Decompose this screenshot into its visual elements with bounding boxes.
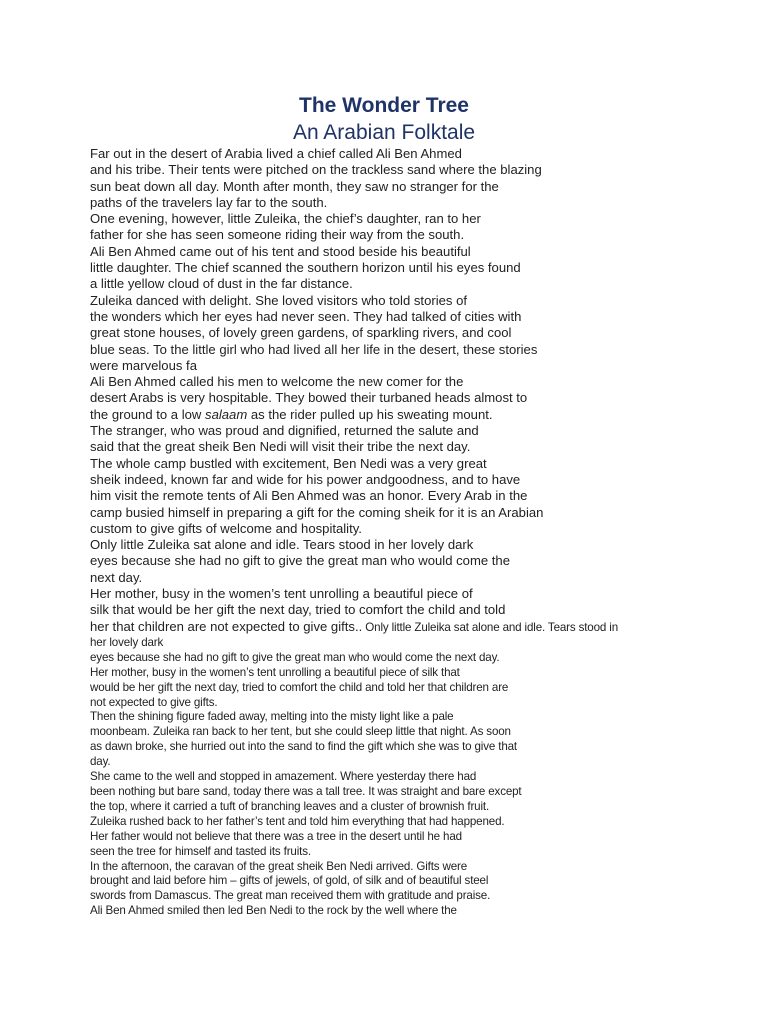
text-line: Far out in the desert of Arabia lived a chief called Ali Ben Ahmed	[90, 146, 462, 161]
text-line: The stranger, who was proud and dignified, returned the salute and	[90, 423, 479, 439]
text-line: next day.	[90, 569, 143, 585]
text-line: Ali Ben Ahmed smiled then led Ben Nedi to the rock by the well where the	[90, 904, 457, 918]
text-line: Zuleika danced with delight. She loved visitors who told stories of	[90, 292, 468, 308]
text-line: day.	[90, 755, 111, 769]
text-line: a little yellow cloud of dust in the far distance.	[90, 276, 353, 292]
text-line: Zuleika rushed back to her father’s tent and told him everything that had happened.	[90, 814, 505, 828]
text-line: silk that would be her gift the next day, tried to comfort the child and told	[90, 602, 506, 618]
text-fragment: the ground to a low	[90, 406, 206, 422]
text-line: said that the great sheik Ben Nedi will visit their tribe the next day.	[90, 439, 471, 455]
document-subtitle: An Arabian Folktale	[292, 121, 476, 144]
text-line: brought and laid before him – gifts of jewels, of gold, of silk and of beautiful steel	[90, 874, 489, 888]
text-line: blue seas. To the little girl who had lived all her life in the desert, these stories	[90, 341, 538, 357]
text-line: eyes because she had no gift to give the great man who would come the next day.	[90, 650, 500, 664]
text-line: sheik indeed, known far and wide for his power andgoodness, and to have	[90, 471, 521, 487]
text-line: camp busied himself in preparing a gift for the coming sheik for it is an Arabian	[90, 504, 544, 520]
text-line: custom to give gifts of welcome and hospitality.	[90, 520, 362, 536]
text-line: eyes because she had no gift to give the great man who would come the	[90, 553, 510, 569]
text-line: She came to the well and stopped in amazement. Where yesterday there had	[90, 770, 477, 784]
text-line: the top, where it carried a tuft of branching leaves and a cluster of brownish fruit.	[90, 799, 490, 813]
text-line: Ali Ben Ahmed called his men to welcome the new comer for the	[90, 374, 464, 390]
text-fragment-small: Only little Zuleika sat alone and idle. Tears stood in	[362, 620, 618, 634]
text-line: been nothing but bare sand, today there was a tall tree. It was straight and bare except	[90, 784, 522, 798]
text-line: One evening, however, little Zuleika, the chief’s daughter, ran to her	[90, 211, 481, 227]
text-line: would be her gift the next day, tried to comfort the child and told her that children are	[90, 680, 509, 694]
italic-word: salaam	[205, 406, 248, 422]
text-line: paths of the travelers lay far to the south.	[90, 194, 328, 210]
text-line: Her mother, busy in the women’s tent unrolling a beautiful piece of silk that	[90, 665, 460, 679]
text-fragment: as the rider pulled up his sweating mount.	[247, 406, 493, 422]
text-line: In the afternoon, the caravan of the great sheik Ben Nedi arrived. Gifts were	[90, 859, 468, 873]
text-line: Then the shining figure faded away, melting into the misty light like a pale	[90, 710, 454, 724]
text-line: moonbeam. Zuleika ran back to her tent, but she could sleep little that night. As soon	[90, 725, 511, 739]
text-line: were marvelous fa	[90, 357, 197, 373]
story-body	[90, 146, 690, 919]
text-line: little daughter. The chief scanned the southern horizon until his eyes found	[90, 260, 521, 276]
text-line: her lovely dark	[90, 635, 164, 649]
text-line: the wonders which her eyes had never seen. They had talked of cities with	[90, 308, 522, 324]
text-line: father for she has seen someone riding their way from the south.	[90, 227, 465, 243]
text-line-salaam	[90, 407, 690, 423]
text-line: swords from Damascus. The great man received them with gratitude and praise.	[90, 889, 491, 903]
text-line: great stone houses, of lovely green gardens, of sparkling rivers, and cool	[90, 325, 512, 341]
text-line: seen the tree for himself and tasted its fruits.	[90, 844, 311, 858]
text-line: The whole camp bustled with excitement, Ben Nedi was a very great	[90, 455, 487, 471]
text-line: Ali Ben Ahmed came out of his tent and stood beside his beautiful	[90, 243, 471, 259]
text-line-mixed	[90, 619, 690, 636]
text-line: Only little Zuleika sat alone and idle. Tears stood in her lovely dark	[90, 537, 474, 553]
document-title: The Wonder Tree	[299, 94, 469, 117]
text-line: Her father would not believe that there was a tree in the desert until he had	[90, 829, 462, 843]
text-line: desert Arabs is very hospitable. They bowed their turbaned heads almost to	[90, 390, 528, 406]
text-line: and his tribe. Their tents were pitched on the trackless sand where the blazing	[90, 162, 542, 178]
text-line: not expected to give gifts.	[90, 695, 218, 709]
text-fragment: her that children are not expected to give gifts..	[90, 618, 363, 634]
text-line: sun beat down all day. Month after month, they saw no stranger for the	[90, 178, 499, 194]
text-line: as dawn broke, she hurried out into the sand to find the gift which she was to give that	[90, 740, 517, 754]
text-line: him visit the remote tents of Ali Ben Ahmed was an honor. Every Arab in the	[90, 488, 528, 504]
text-line: Her mother, busy in the women’s tent unrolling a beautiful piece of	[90, 586, 473, 602]
